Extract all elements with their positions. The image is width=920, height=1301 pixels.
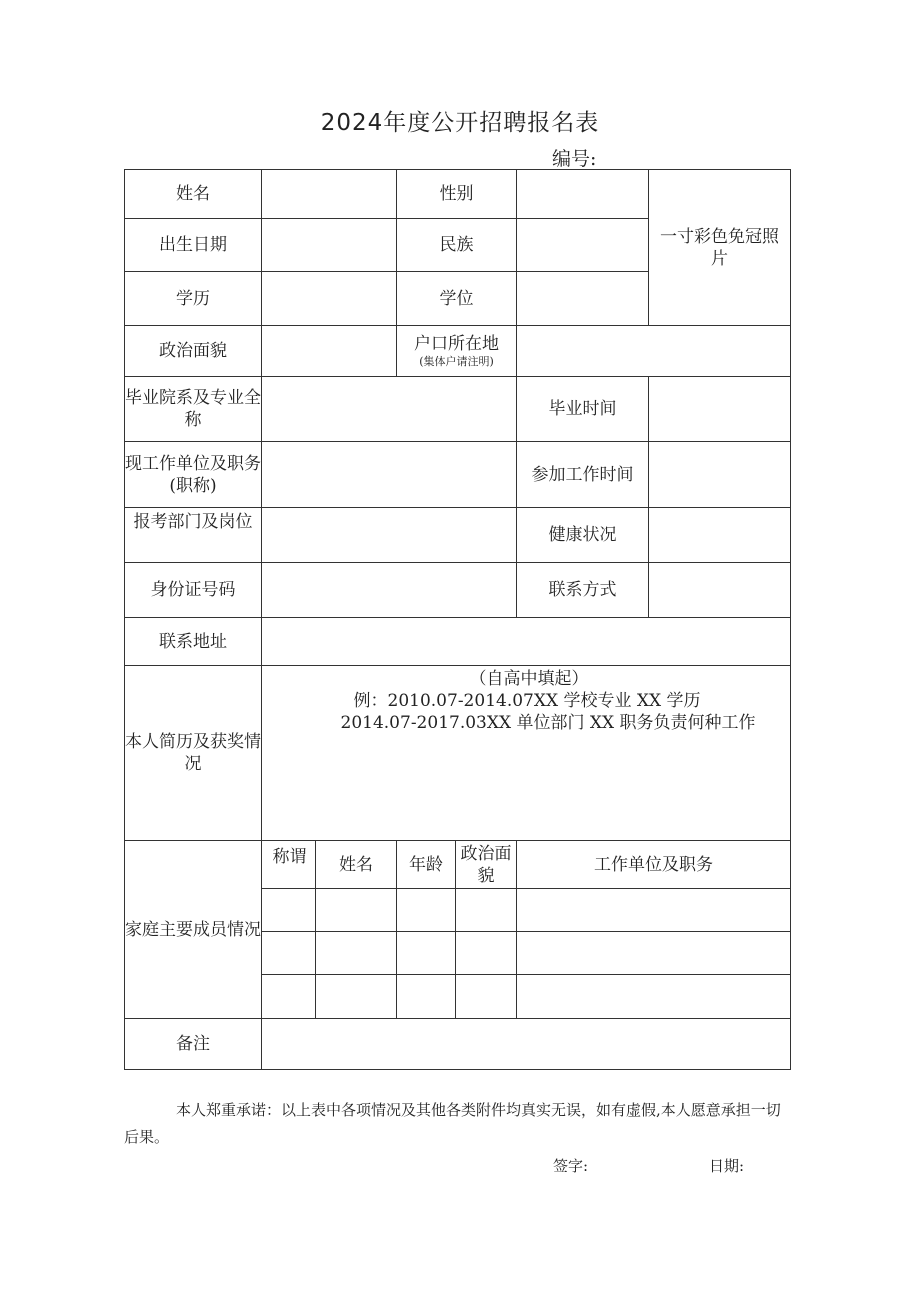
signature-label: 签字: bbox=[553, 1157, 589, 1175]
doc-number-label: 编号: bbox=[552, 148, 597, 170]
school-major-label: 毕业院系及专业全称 bbox=[125, 377, 262, 442]
work-start-time-label: 参加工作时间 bbox=[517, 442, 649, 508]
family-header-name: 姓名 bbox=[316, 841, 397, 889]
family-row-1-political-status[interactable] bbox=[456, 889, 517, 932]
remarks-label: 备注 bbox=[125, 1019, 262, 1070]
hukou-note: (集体户请注明) bbox=[419, 355, 494, 368]
pledge-statement: 本人郑重承诺：以上表中各项情况及其他各类附件均真实无误，如有虚假,本人愿意承担一切后果。 bbox=[124, 1101, 781, 1146]
family-row-2-relation[interactable] bbox=[262, 932, 316, 975]
address-field[interactable] bbox=[262, 618, 791, 666]
resume-field[interactable] bbox=[262, 666, 791, 841]
education-field[interactable] bbox=[262, 272, 397, 326]
id-number-field[interactable] bbox=[262, 563, 517, 618]
resume-label: 本人简历及获奖情况 bbox=[125, 666, 262, 841]
family-row-1-employer[interactable] bbox=[517, 889, 791, 932]
family-header-employer: 工作单位及职务 bbox=[517, 841, 791, 889]
remarks-field[interactable] bbox=[262, 1019, 791, 1070]
family-header-political-status: 政治面貌 bbox=[456, 841, 517, 889]
school-major-field[interactable] bbox=[262, 377, 517, 442]
health-field[interactable] bbox=[649, 508, 791, 563]
work-start-time-field[interactable] bbox=[649, 442, 791, 508]
family-row-1-name[interactable] bbox=[316, 889, 397, 932]
hukou-label-cell bbox=[397, 326, 517, 377]
name-label: 姓名 bbox=[125, 170, 262, 219]
resume-example-line-2: 2014.07-2017.03XX 单位部门 XX 职务负责何种工作 bbox=[340, 713, 756, 733]
family-row-2-name[interactable] bbox=[316, 932, 397, 975]
registration-form-table bbox=[124, 169, 791, 1070]
degree-label: 学位 bbox=[397, 272, 517, 326]
resume-hint: （自高中填起） bbox=[469, 669, 589, 689]
political-status-field[interactable] bbox=[262, 326, 397, 377]
family-row-3-age[interactable] bbox=[397, 975, 456, 1019]
family-row-3-employer[interactable] bbox=[517, 975, 791, 1019]
current-employer-label: 现工作单位及职务(职称) bbox=[125, 442, 262, 508]
contact-field[interactable] bbox=[649, 563, 791, 618]
family-row-2-employer[interactable] bbox=[517, 932, 791, 975]
graduation-time-field[interactable] bbox=[649, 377, 791, 442]
photo-box[interactable] bbox=[649, 170, 791, 326]
graduation-time-label: 毕业时间 bbox=[517, 377, 649, 442]
applied-position-field[interactable] bbox=[262, 508, 517, 563]
gender-label: 性别 bbox=[397, 170, 517, 219]
id-number-label: 身份证号码 bbox=[125, 563, 262, 618]
degree-field[interactable] bbox=[517, 272, 649, 326]
applied-position-label: 报考部门及岗位 bbox=[125, 508, 262, 563]
birth-date-field[interactable] bbox=[262, 219, 397, 272]
date-label: 日期: bbox=[709, 1157, 745, 1175]
name-field[interactable] bbox=[262, 170, 397, 219]
hukou-field[interactable] bbox=[517, 326, 791, 377]
birth-date-label: 出生日期 bbox=[125, 219, 262, 272]
address-label: 联系地址 bbox=[125, 618, 262, 666]
contact-label: 联系方式 bbox=[517, 563, 649, 618]
family-row-1-age[interactable] bbox=[397, 889, 456, 932]
gender-field[interactable] bbox=[517, 170, 649, 219]
current-employer-field[interactable] bbox=[262, 442, 517, 508]
family-header-relation: 称谓 bbox=[262, 841, 316, 889]
health-label: 健康状况 bbox=[517, 508, 649, 563]
hukou-label: 户口所在地 bbox=[414, 334, 499, 354]
photo-label: 一寸彩色免冠照片 bbox=[660, 227, 779, 269]
family-row-1-relation[interactable] bbox=[262, 889, 316, 932]
political-status-label: 政治面貌 bbox=[125, 326, 262, 377]
family-row-3-political-status[interactable] bbox=[456, 975, 517, 1019]
form-title: 2024年度公开招聘报名表 bbox=[320, 110, 600, 136]
family-row-2-political-status[interactable] bbox=[456, 932, 517, 975]
ethnicity-label: 民族 bbox=[397, 219, 517, 272]
family-label: 家庭主要成员情况 bbox=[125, 841, 262, 1019]
family-row-2-age[interactable] bbox=[397, 932, 456, 975]
family-row-3-relation[interactable] bbox=[262, 975, 316, 1019]
education-label: 学历 bbox=[125, 272, 262, 326]
family-row-3-name[interactable] bbox=[316, 975, 397, 1019]
family-header-age: 年龄 bbox=[397, 841, 456, 889]
ethnicity-field[interactable] bbox=[517, 219, 649, 272]
resume-example-line-1: 例：2010.07-2014.07XX 学校专业 XX 学历 bbox=[353, 691, 701, 711]
